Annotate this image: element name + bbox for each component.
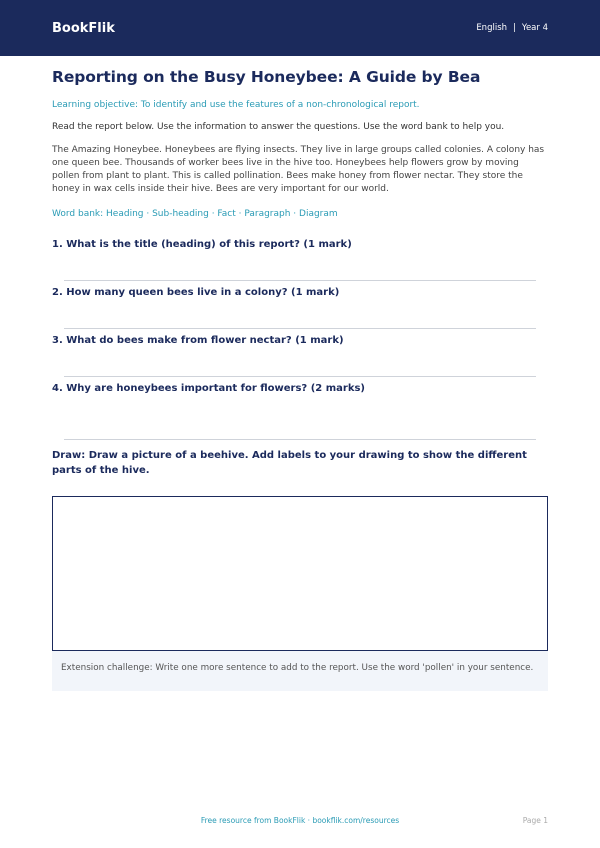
question-block [52, 381, 548, 440]
question-3: 3. What do bees make from flower nectar? (1 mark) [52, 335, 344, 346]
answer-line-2[interactable] [64, 300, 536, 329]
header-meta [476, 23, 548, 33]
page-footer [0, 816, 600, 828]
learning-objective: Learning objective: To identify and use the features of a non-chronological report. [52, 100, 420, 110]
page-header [0, 0, 600, 56]
question-block [52, 285, 548, 329]
page-number: Page 1 [522, 816, 548, 825]
word-bank: Word bank: Heading · Sub-heading · Fact · Paragraph · Diagram [52, 209, 338, 219]
extension-challenge: Extension challenge: Write one more sentence to add to the report. Use the word 'pollen' in your sentence. [52, 651, 548, 691]
question-block [52, 237, 548, 281]
page-title: Reporting on the Busy Honeybee: A Guide by Bea [52, 68, 481, 86]
year-label: Year 4 [521, 23, 548, 33]
worksheet-content [0, 68, 600, 691]
question-2: 2. How many queen bees live in a colony? (1 mark) [52, 287, 340, 298]
subject-label: English [476, 23, 508, 33]
question-1: 1. What is the title (heading) of this report? (1 mark) [52, 239, 352, 250]
meta-separator: | [513, 23, 516, 33]
answer-line-4[interactable] [64, 396, 536, 440]
answer-line-1[interactable] [64, 252, 536, 281]
question-block [52, 333, 548, 377]
report-passage: The Amazing Honeybee. Honeybees are flying insects. They live in large groups called colonies. A colony has one queen bee. Thousands of worker bees live in the hive too. Honeybees help flowers grow by moving pollen from plant to plant. This is called pollination. Bees make honey from flower nectar. They store the honey in wax cells inside their hive. Bees are very important for our world. [52, 145, 545, 194]
answer-line-3[interactable] [64, 348, 536, 377]
footer-text[interactable]: Free resource from BookFlik · bookflik.com/resources [200, 816, 400, 825]
instructions: Read the report below. Use the information to answer the questions. Use the word bank to help you. [52, 122, 505, 132]
brand-logo[interactable]: BookFlik [52, 20, 115, 36]
drawing-area[interactable] [52, 496, 548, 651]
draw-task: Draw: Draw a picture of a beehive. Add labels to your drawing to show the different parts of the hive. [52, 450, 527, 476]
question-4: 4. Why are honeybees important for flowers? (2 marks) [52, 383, 365, 394]
